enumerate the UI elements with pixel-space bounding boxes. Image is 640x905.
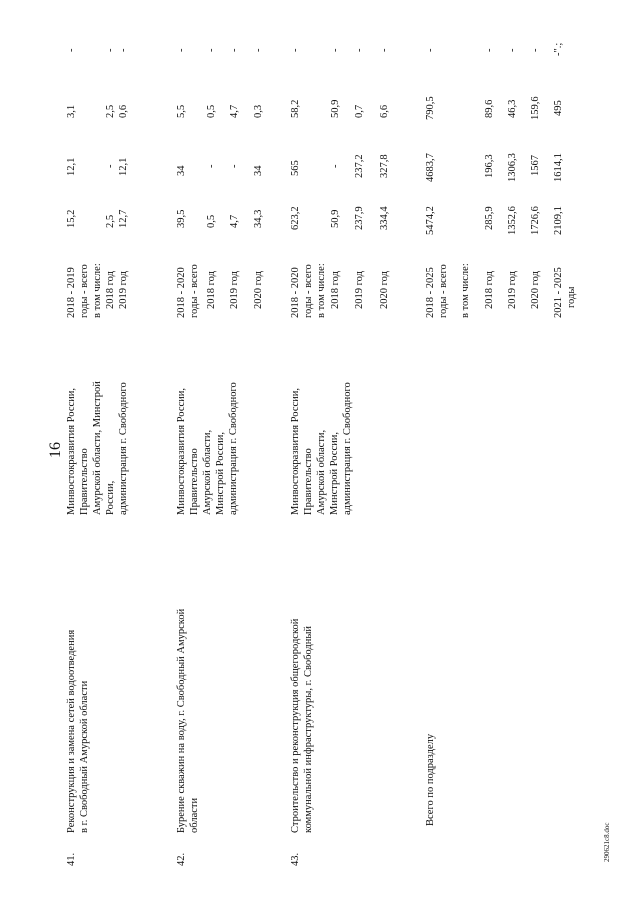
value-cell: 237,9 xyxy=(354,206,365,230)
value-cell: 196,3 xyxy=(484,154,495,178)
value-cell: 50,9 xyxy=(330,209,341,228)
value-cell: - xyxy=(484,48,495,52)
period-label: годы - всего xyxy=(438,264,449,318)
value-cell: - xyxy=(105,164,116,168)
row-name: в г. Свободный Амурской области xyxy=(79,680,90,833)
value-cell: 5,5 xyxy=(176,104,187,118)
value-cell: - xyxy=(253,48,264,52)
value-cell: - xyxy=(118,48,129,52)
row-executor: Амурской области, Минстрой xyxy=(92,381,103,515)
row-executor: Правительство xyxy=(189,448,200,515)
value-cell: 1614,1 xyxy=(553,153,564,182)
row-executor: администрация г. Свободного xyxy=(118,382,129,515)
period-label: 2018 год xyxy=(484,271,495,309)
row-number: 41. xyxy=(66,852,77,866)
row-executor: Минвостокразвития России, xyxy=(290,387,301,515)
value-cell: 12,1 xyxy=(118,157,129,176)
value-cell: - xyxy=(330,48,341,52)
value-cell: 1306,3 xyxy=(507,153,518,182)
value-cell: 495 xyxy=(553,100,564,116)
value-cell: - xyxy=(507,48,518,52)
value-cell: 285,9 xyxy=(484,206,495,230)
period-label: 2019 год xyxy=(118,271,129,309)
period-label: 2018 - 2020 xyxy=(176,267,187,318)
period-label: годы - всего xyxy=(303,264,314,318)
value-cell: 39,5 xyxy=(176,209,187,228)
period-label: 2019 год xyxy=(507,271,518,309)
footer-filename: 290621c8.doc xyxy=(603,822,611,862)
row-number: 42. xyxy=(176,852,187,866)
period-label: 2018 - 2020 xyxy=(290,267,301,318)
page-number: 16 xyxy=(47,442,64,458)
period-label: 2021 - 2025 xyxy=(553,267,564,318)
value-cell: 34,3 xyxy=(253,209,264,228)
row-executor: Правительство xyxy=(79,448,90,515)
period-label: 2018 - 2019 xyxy=(66,267,77,318)
value-cell: - xyxy=(530,48,541,52)
value-cell: 4683,7 xyxy=(425,153,436,182)
value-cell: - xyxy=(290,48,301,52)
value-cell: 623,2 xyxy=(290,206,301,230)
value-cell: 3,1 xyxy=(66,104,77,118)
value-cell: 4,7 xyxy=(229,104,240,118)
period-label: в том числе: xyxy=(92,263,103,318)
value-cell: - xyxy=(379,48,390,52)
period-label: 2018 год xyxy=(206,271,217,309)
value-cell: 58,2 xyxy=(290,99,301,118)
value-cell: 2109,1 xyxy=(553,206,564,235)
row-name: области xyxy=(189,797,200,833)
value-cell: - xyxy=(206,48,217,52)
value-cell: - xyxy=(66,48,77,52)
value-cell: 15,2 xyxy=(66,209,77,228)
value-cell: -".; xyxy=(553,42,564,56)
value-cell: - xyxy=(229,164,240,168)
value-cell: 0,3 xyxy=(253,104,264,118)
period-label: в том числе: xyxy=(460,263,471,318)
period-label: 2020 год xyxy=(530,271,541,309)
value-cell: 34 xyxy=(253,165,264,176)
row-executor: Амурской области, xyxy=(202,429,213,515)
value-cell: 790,5 xyxy=(425,96,436,120)
value-cell: 1567 xyxy=(530,155,541,176)
value-cell: 89,6 xyxy=(484,99,495,118)
value-cell: - xyxy=(105,48,116,52)
value-cell: 2,5 xyxy=(105,104,116,118)
value-cell: - xyxy=(425,48,436,52)
period-label: годы - всего xyxy=(189,264,200,318)
row-number: 43. xyxy=(290,852,301,866)
value-cell: 1352,6 xyxy=(507,206,518,235)
row-executor: России, xyxy=(105,480,116,515)
row-executor: администрация г. Свободного xyxy=(228,382,239,515)
value-cell: 34 xyxy=(176,165,187,176)
row-name: Бурение скважин на воду, г. Свободный Амурской xyxy=(176,608,187,833)
row-name: коммунальной инфраструктуры, г. Свободный xyxy=(303,625,314,833)
value-cell: 46,3 xyxy=(507,99,518,118)
value-cell: 50,9 xyxy=(330,99,341,118)
value-cell: 4,7 xyxy=(229,214,240,228)
value-cell: 0,5 xyxy=(206,104,217,118)
period-label: годы xyxy=(566,286,577,308)
row-executor: Минвостокразвития России, xyxy=(176,387,187,515)
row-executor: Минстрой России, xyxy=(215,432,226,515)
total-label: Всего по подразделу xyxy=(425,733,436,826)
row-executor: Амурской области, xyxy=(316,429,327,515)
value-cell: - xyxy=(206,164,217,168)
row-executor: Минвостокразвития России, xyxy=(66,387,77,515)
value-cell: 237,2 xyxy=(354,154,365,178)
period-label: 2019 год xyxy=(354,271,365,309)
row-name: Строительство и реконструкция общегородской xyxy=(290,618,301,833)
period-label: 2019 год xyxy=(229,271,240,309)
value-cell: 2,5 xyxy=(105,214,116,228)
value-cell: - xyxy=(330,164,341,168)
period-label: 2018 - 2025 xyxy=(425,267,436,318)
row-executor: Минстрой России, xyxy=(329,432,340,515)
value-cell: - xyxy=(354,48,365,52)
value-cell: 327,8 xyxy=(379,154,390,178)
value-cell: 5474,2 xyxy=(425,206,436,235)
row-executor: Правительство xyxy=(303,448,314,515)
value-cell: 334,4 xyxy=(379,206,390,230)
value-cell: 159,6 xyxy=(530,96,541,120)
value-cell: - xyxy=(229,48,240,52)
value-cell: 565 xyxy=(290,160,301,176)
value-cell: 12,7 xyxy=(118,209,129,228)
value-cell: 12,1 xyxy=(66,157,77,176)
value-cell: 1726,6 xyxy=(530,206,541,235)
value-cell: 6,6 xyxy=(379,104,390,118)
period-label: 2018 год xyxy=(330,271,341,309)
value-cell: - xyxy=(176,48,187,52)
value-cell: 0,5 xyxy=(206,214,217,228)
value-cell: 0,6 xyxy=(118,104,129,118)
period-label: 2018 год xyxy=(105,271,116,309)
period-label: в том числе: xyxy=(316,263,327,318)
value-cell: 0,7 xyxy=(354,104,365,118)
period-label: 2020 год xyxy=(253,271,264,309)
row-executor: администрация г. Свободного xyxy=(342,382,353,515)
period-label: 2020 год xyxy=(379,271,390,309)
period-label: годы - всего xyxy=(79,264,90,318)
row-name: Реконструкция и замена сетей водоотведения xyxy=(66,629,77,833)
